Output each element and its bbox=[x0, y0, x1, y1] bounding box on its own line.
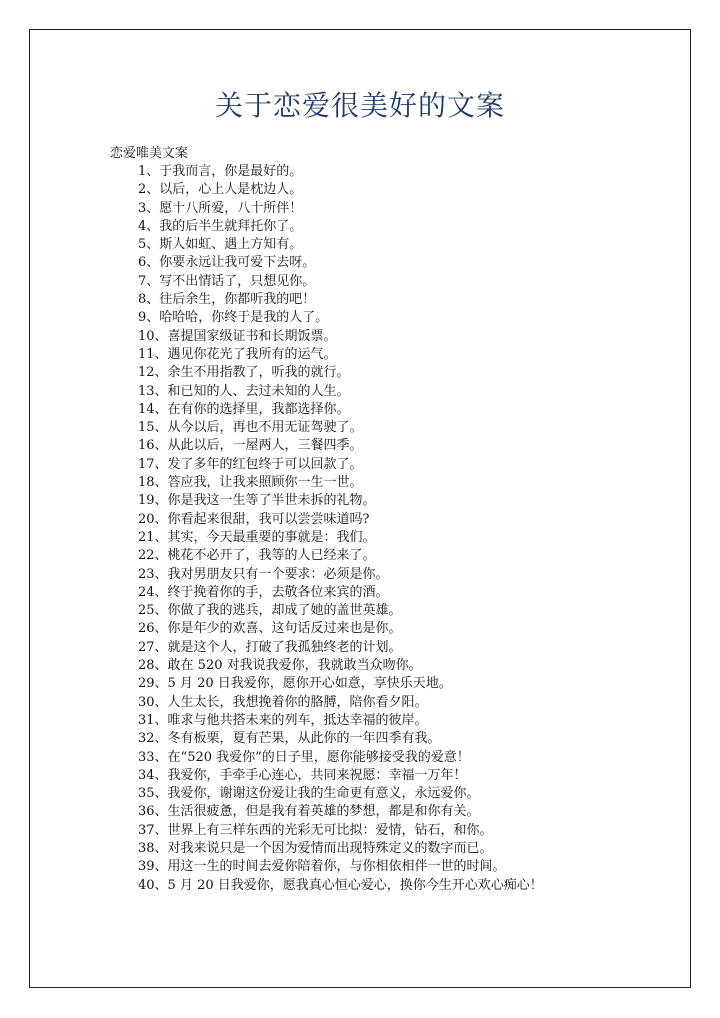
list-item: 31、唯求与他共搭未来的列车，抵达幸福的彼岸。 bbox=[138, 712, 428, 728]
list-item: 1、于我而言，你是最好的。 bbox=[138, 164, 303, 179]
list-item: 30、人生太长，我想挽着你的胳膊，陪你看夕阳。 bbox=[138, 694, 428, 710]
list-item: 26、你是年少的欢喜、这句话反过来也是你。 bbox=[138, 621, 402, 637]
list-item: 27、就是这个人，打破了我孤独终老的计划。 bbox=[138, 639, 402, 655]
list-item: 40、5 月 20 日我爱你，愿我真心恒心爱心，换你今生开心欢心痴心！ bbox=[138, 877, 543, 893]
list-item: 5、斯人如虹、遇上方知有。 bbox=[138, 237, 303, 253]
list-item: 12、余生不用指教了，听我的就行。 bbox=[138, 365, 350, 381]
list-item: 8、往后余生，你都听我的吧！ bbox=[138, 292, 316, 308]
list-item: 37、世界上有三样东西的光彩无可比拟：爱情，钻石，和你。 bbox=[138, 822, 493, 838]
list-item: 2、以后，心上人是枕边人。 bbox=[138, 182, 303, 198]
list-item: 4、我的后半生就拜托你了。 bbox=[138, 218, 303, 234]
list-item: 28、敢在 520 对我说我爱你，我就敢当众吻你。 bbox=[138, 658, 422, 674]
list-item: 38、对我来说只是一个因为爱情而出现特殊定义的数字而已。 bbox=[138, 840, 493, 856]
list-item: 20、你看起来很甜，我可以尝尝味道吗? bbox=[138, 511, 370, 527]
list-item: 14、在有你的选择里，我都选择你。 bbox=[138, 401, 350, 417]
list-item: 24、终于挽着你的手，去敬各位来宾的酒。 bbox=[138, 584, 389, 600]
list-item: 22、桃花不必开了，我等的人已经来了。 bbox=[138, 548, 376, 564]
list-item: 25、你做了我的逃兵，却成了她的盖世英雄。 bbox=[138, 603, 402, 619]
list-item: 17、发了多年的红包终于可以回款了。 bbox=[138, 456, 363, 472]
list-item: 36、生活很疲惫，但是我有着英雄的梦想，都是和你有关。 bbox=[138, 804, 480, 820]
list-item: 35、我爱你，谢谢这份爱让我的生命更有意义，永远爱你。 bbox=[138, 786, 480, 802]
list-item: 39、用这一生的时间去爱你陪着你，与你相依相伴一世的时间。 bbox=[138, 859, 506, 875]
list-item: 23、我对男朋友只有一个要求：必须是你。 bbox=[138, 566, 389, 582]
list-item: 15、从今以后，再也不用无证驾驶了。 bbox=[138, 420, 363, 436]
list-item: 11、遇见你花光了我所有的运气。 bbox=[138, 346, 337, 362]
section-heading: 恋爱唯美文案 bbox=[110, 146, 189, 161]
list-item: 13、和已知的人、去过未知的人生。 bbox=[138, 383, 350, 399]
item-list bbox=[138, 163, 678, 895]
list-item: 16、从此以后，一屋两人，三餐四季。 bbox=[138, 438, 363, 454]
list-item: 18、答应我，让我来照顾你一生一世。 bbox=[138, 475, 363, 491]
list-item: 32、冬有板栗，夏有芒果，从此你的一年四季有我。 bbox=[138, 731, 441, 747]
list-item: 9、哈哈哈，你终于是我的人了。 bbox=[138, 310, 329, 326]
list-item: 7、写不出情话了，只想见你。 bbox=[138, 273, 316, 289]
list-item: 34、我爱你，手牵手心连心，共同来祝愿：幸福一万年！ bbox=[138, 767, 467, 783]
list-item: 29、5 月 20 日我爱你，愿你开心如意，享快乐天地。 bbox=[138, 676, 452, 692]
list-item: 33、在“520 我爱你”的日子里，愿你能够接受我的爱意！ bbox=[138, 749, 470, 765]
list-item: 21、其实，今天最重要的事就是：我们。 bbox=[138, 529, 376, 545]
list-item: 3、愿十八所爱，八十所伴！ bbox=[138, 200, 303, 216]
list-item: 6、你要永远让我可爱下去呀。 bbox=[138, 255, 316, 271]
list-item: 10、喜提国家级证书和长期饭票。 bbox=[138, 328, 337, 344]
document-title: 关于恋爱很美好的文案 bbox=[214, 89, 505, 122]
list-item: 19、你是我这一生等了半世未拆的礼物。 bbox=[138, 493, 376, 509]
